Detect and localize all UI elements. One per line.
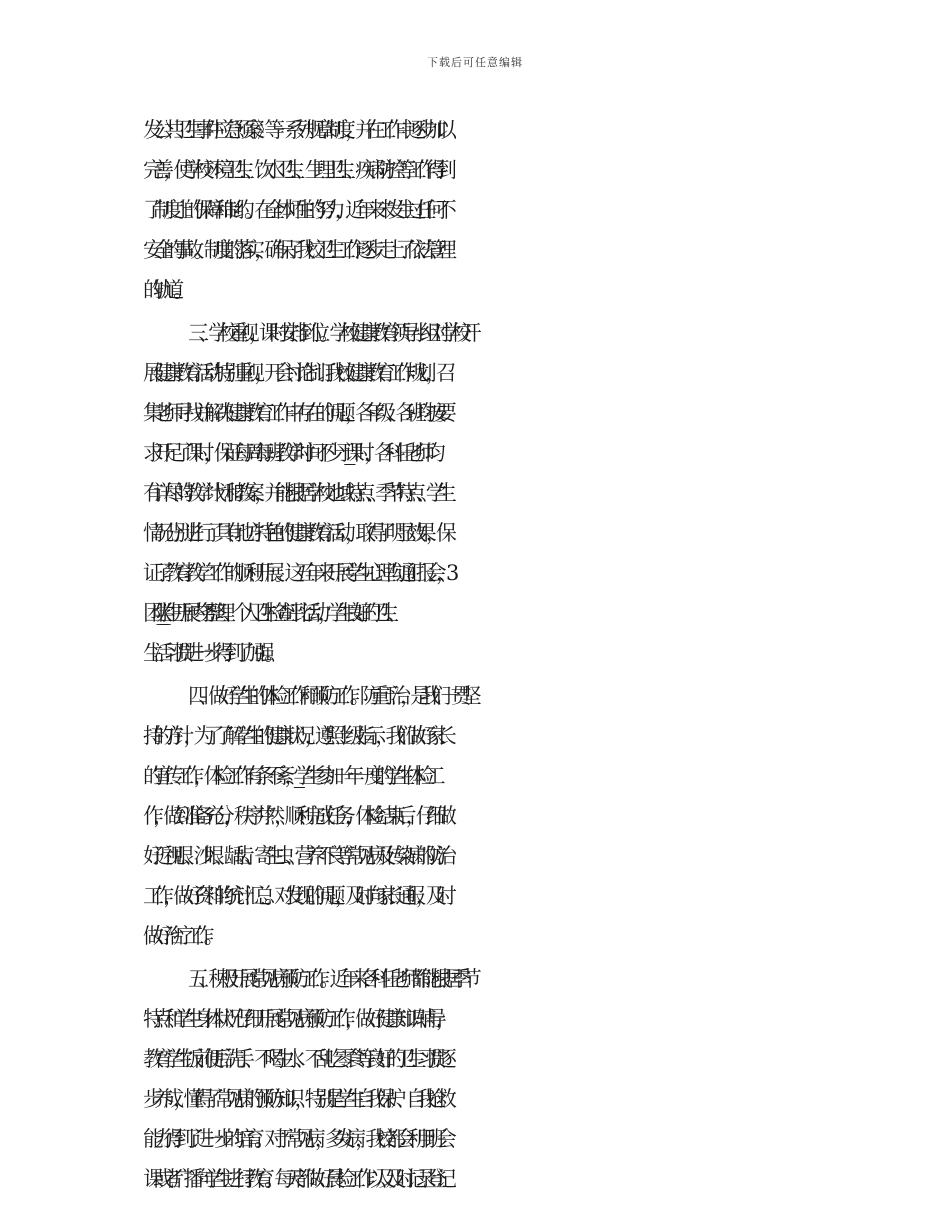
page-header: 下载后可任意编辑 [427,56,523,69]
text-line: 证了教育教学工作的顺利开展。这五年来开展学生心理沟通汇报会，3 [143,561,449,585]
text-line: 有详尽的教学计划和教案，并能根据学校地域特点、季节特点、学生 [143,481,446,505]
text-line: 持的方针，为了了解学生的健康状况，遵照上级指示，我们做好家长 [143,724,446,748]
text-line: 完善，使学校环境卫生、饮水卫生、生理卫生、疾病防控等工作得到 [143,158,446,182]
text-line: 能力得到了进一步的培育。对于常见病，多发病，我校都会利用班会 [143,1127,446,1151]
text-line: 步养成，懂得了常见病的预防知识，特别是学生自我保护、自我抢救 [143,1087,446,1111]
text-line: 情况分别进行了具有地方特色的健康教育活动，取得了明显效果，保 [143,521,446,545]
text-line: 作，做到准备充分，秩序井然，顺利完成任务，体检结束后，仔细做 [143,804,446,828]
text-line: 安全的事故。制度的落实，确保了我校卫生工作逐步走上了依法管理 [143,238,446,262]
text-line: 的轨道。 [143,278,184,302]
text-line: 了制度上的保障和制约。在全体师生的努力，近年来未发生过任何不 [143,198,446,222]
text-line: 团队___学生开展内务整理、个人卫生检查评比活动，学生良好的卫生、 [143,601,396,625]
text-line: 求开足了课时，保证每周每班教学时间不少于___课时，各科任老师均 [143,441,435,465]
text-line: 课或者广播向学生进行教育。每天都做好晨检工作以及及时记录登记 [143,1167,446,1191]
text-line: 集老师寻找并解决健康教育工作中存在的问题，各年级、各班均按要 [143,401,446,425]
text-line: 的宣传工作，体检工作有条不紊，___学生参加一年一度的学生体检工 [143,764,435,788]
text-line: 教育学生饭前便后洗手、不喝生水、不乱吃零食等良好的卫生习惯逐 [143,1047,446,1071]
text-line: 做好治疗工作。 [143,924,214,948]
paragraph [0,110,950,310]
text-line: 工作，做好资料的统计汇总。对发现的问题，及时向家长通报，及时 [143,884,446,908]
text-line: 好近视眼、沙眼、龋齿、寄生虫、营养不良等常见病及传染病的防治 [143,844,446,868]
paragraph [0,676,950,956]
text-line: 特点和学生身体状况仔细开展常见病预防工作，做好健康知识辅导， [143,1007,446,1031]
text-line: 发公共卫生事件应急预案》等一系列规章制度，并在工作中逐步加以 [143,118,446,142]
text-line: 展健康教育活动特别重视，开会讨论制订我校健康教育工作规划，召 [143,361,446,385]
document-body [0,110,950,1199]
paragraph [0,313,950,673]
text-line: 五、积极开展常见病预防工作。近年来各科任老师都能根据季节 [188,967,471,991]
text-line: 三、学校重视，课时安排到位。学校健康教育领导小组对学校开 [188,321,471,345]
text-line: 四、做好学生的体检工作和预防工作。防重于治，是我们一贯坚 [188,684,471,708]
paragraph [0,959,950,1199]
text-line: 生活习惯进一步得到了加强。 [143,641,275,665]
